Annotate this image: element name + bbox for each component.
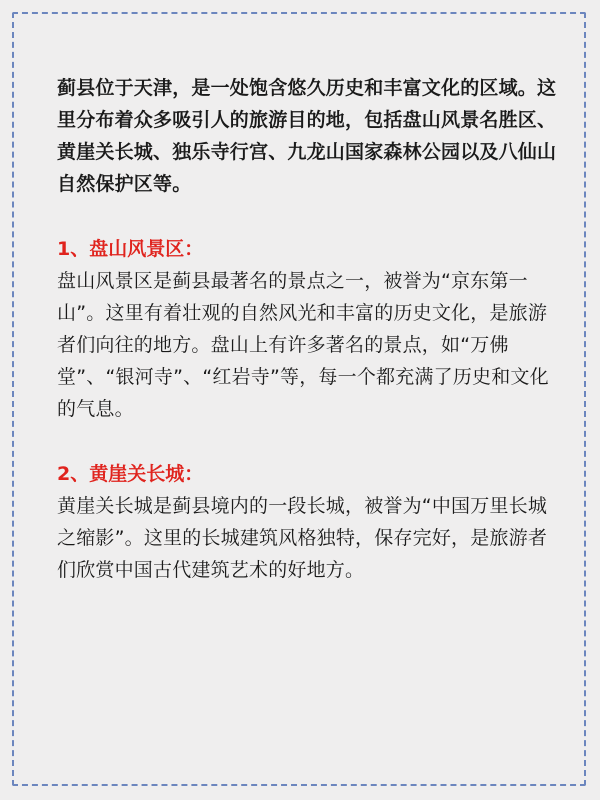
section-title-panshan: 1、盘山风景区： <box>57 238 204 260</box>
intro-paragraph: 蓟县位于天津，是一处饱含悠久历史和丰富文化的区域。这里分布着众多吸引人的旅游目的地，包括盘山风景名胜区、黄崖关长城、独乐寺行宫、九龙山国家森林公园以及八仙山自然保护区等。 <box>57 77 557 195</box>
section-body-huangyaguan: 黄崖关长城是蓟县境内的一段长城，被誉为“中国万里长城之缩影”。这里的长城建筑风格独特，保存完好，是旅游者们欣赏中国古代建筑艺术的好地方。 <box>57 495 548 581</box>
section-title-huangyaguan: 2、黄崖关长城： <box>57 463 204 485</box>
section-huangyaguan <box>57 458 557 586</box>
section-body-panshan: 盘山风景区是蓟县最著名的景点之一，被誉为“京东第一山”。这里有着壮观的自然风光和丰富的历史文化，是旅游者们向往的地方。盘山上有许多著名的景点，如“万佛堂”、“银河寺”、“红岩寺”等，每一个都充满了历史和文化的气息。 <box>57 270 549 420</box>
section-panshan <box>57 233 557 425</box>
article <box>57 72 557 586</box>
